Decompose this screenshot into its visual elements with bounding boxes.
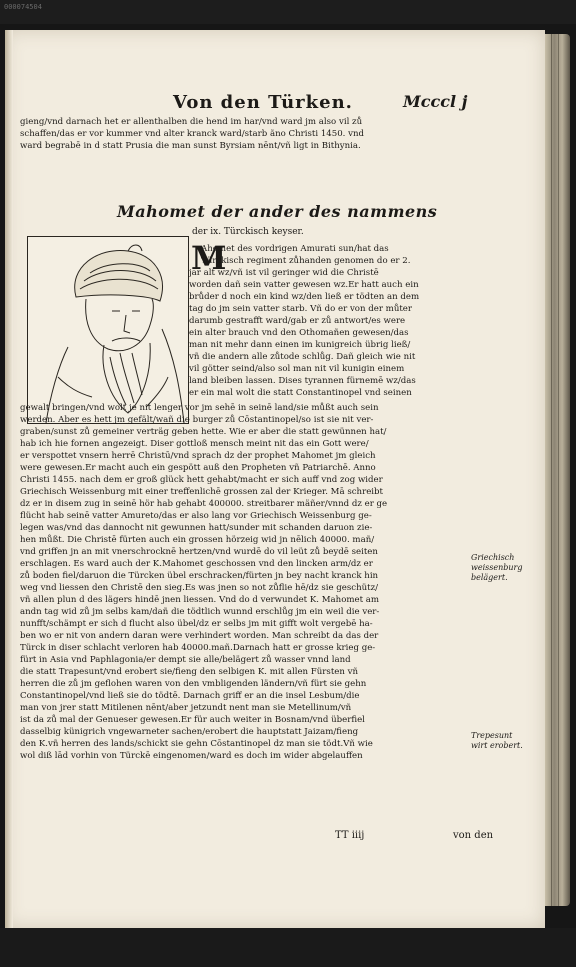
text-line: vñ allen plun d des lägers hindē jnen liessen. Vnd do d verwundet K. Mahomet am: [20, 595, 380, 605]
text-line: man nit mehr dann einen im kunigreich übrig ließ/: [189, 340, 411, 350]
text-line: hen můßt. Die Christē fürten auch ein grossen hörzeig wid jn nēlich 40000. mañ/: [20, 535, 375, 545]
text-line: Türckisch regiment zůhanden genomen do er 2.: [201, 256, 411, 266]
text-line: Constantinopel/vnd ließ sie do tödtē. Darnach griff er an die insel Lesbum/die: [20, 691, 360, 701]
marginal-note: [471, 553, 522, 583]
text-line: darumb gestrafft ward/gab er zů antwort/es were: [189, 316, 406, 326]
marginal-note-line: belägert.: [471, 573, 508, 582]
drop-cap: M: [191, 239, 227, 277]
text-line: zů boden fiel/daruon die Türcken übel erschracken/fürten jn bey nacht kranck hin: [20, 571, 379, 581]
catchword: von den: [453, 830, 494, 841]
text-line: dz er in disem zug in seinē hör hab gehabt 400000. streitbarer mäñer/vnnd dz er ge: [20, 499, 388, 509]
text-line: wol diß lād vorhin von Türckē eingenomen/ward es doch im wider abgelauffen: [20, 751, 363, 761]
signature-mark: TT iiij: [335, 830, 365, 841]
text-line: vñ die andern alle zůtode schlůg. Dañ gleich wie nit: [189, 352, 416, 362]
marginal-note-line: Trepesunt: [471, 731, 513, 740]
text-line: weg vnd liessen den Christē den sieg.Es was jnen so not zůflie hē/dz sie geschütz/: [20, 583, 379, 593]
text-line: er verspottet vnsern herrē Christū/vnd sprach dz der prophet Mahomet jm gleich: [20, 451, 376, 461]
text-line: werden. Aber es hett jm gefält/wañ die burger zů Cōstantinopel/so ist sie nit ver-: [20, 415, 374, 425]
marginal-note: [471, 731, 523, 751]
text-line: gewalt bringen/vnd wolt je nit lenger vor jm sehē in seinē land/sie můßt auch sein: [20, 403, 379, 413]
text-line: brůder d noch ein kind wz/den ließ er tödten an dem: [189, 292, 420, 302]
page-edge: [544, 34, 570, 906]
scanner-top-bar: [0, 0, 576, 24]
text-line: den K.vñ herren des lands/schickt sie gehn Cōstantinopel dz man sie tödt.Vñ wie: [20, 739, 373, 749]
text-line: hab ich hie fornen angezeigt. Diser gottloß mensch meint nit das ein Gott were/: [20, 439, 369, 449]
text-line: Christi 1455. nach dem er groß glück hett gehabt/macht er sich auff vnd zog wider: [20, 475, 383, 485]
text-line: legen was/vnd das dannocht nit gewunnen hatt/sunder mit schanden daruon zie-: [20, 523, 373, 533]
text-line: vil götter seind/also sol man nit vil kunigin einem: [189, 364, 405, 374]
text-line: herren die zů jm geflohen waren von den vmbligenden ländern/vñ fürt sie gehn: [20, 679, 367, 689]
text-line: erschlagen. Es ward auch der K.Mahomet geschossen vnd den lincken arm/dz er: [20, 559, 373, 569]
portrait-illustration: [28, 237, 188, 423]
scan-stamp: 000074504: [4, 3, 42, 11]
text-line: vnd griffen jn an mit vnerschrocknē hertzen/vnd wurdē do vil leüt zů beydē seiten: [20, 547, 378, 557]
text-line: schaffen/das er vor kummer vnd alter kranck ward/starb ãno Christi 1450. vnd: [20, 129, 365, 139]
text-line: land bleiben lassen. Dises tyrannen fürnemē wz/das: [189, 376, 416, 386]
text-line: fürt in Asia vnd Paphlagonia/er dempt sie alle/belägert zů wasser vnnd land: [20, 655, 351, 665]
text-line: ben wo er nit von andern daran were verhindert worden. Man schreibt da das der: [20, 631, 379, 641]
text-line: nunfft/schämpt er sich d flucht also übel/dz er selbs jm mit gifft wolt vergebē ha-: [20, 619, 373, 629]
section-subtitle: der ix. Türckisch keyser.: [192, 227, 304, 237]
text-line: Griechisch Weissenburg mit einer treffenlichē grossen zal der Krieger. Mā schreibt: [20, 487, 383, 497]
text-line: flücht hab seinē vatter Amureto/das er also lang vor Griechisch Weissenburg ge-: [20, 511, 372, 521]
marginal-note-line: wirt erobert.: [471, 741, 523, 750]
woodcut-portrait: [27, 236, 189, 424]
page-edge-line: [558, 34, 559, 906]
text-line: tag do jm sein vatter starb. Vñ do er von der můter: [189, 304, 413, 314]
text-line: dasselbig künigrich vngewarneter sachen/erobert die hauptstatt Jaizam/fieng: [20, 727, 359, 737]
scanner-bottom-bar: [0, 928, 576, 967]
text-line: worden dañ sein vatter gewesen wz.Er hatt auch ein: [189, 280, 419, 290]
page-gutter: [5, 30, 13, 928]
page-edge-line: [551, 34, 552, 906]
text-line: gieng/vnd darnach het er allenthalben die hend im har/vnd ward jm also vil zů: [20, 117, 363, 127]
marginal-note-line: weissenburg: [471, 563, 523, 572]
text-line: graben/sunst zů gemeiner verträg geben hette. Wie er aber die statt gewünnen hat/: [20, 427, 387, 437]
text-line: were gewesen.Er macht auch ein gespött auß den Propheten vñ Patriarchē. Anno: [20, 463, 376, 473]
text-line: er ein mal wolt die statt Constantinopel vnd seinen: [189, 388, 412, 398]
text-line: andn tag wid zů jm selbs kam/dañ die tödtlich wunnd erschlůg jm ein weil die ver-: [20, 607, 380, 617]
text-line: jar alt wz/vñ ist vil geringer wid die Christē: [189, 268, 379, 278]
text-line: die statt Trapesunt/vnd erobert sie/fieng den selbigen K. mit allen Fürsten vñ: [20, 667, 359, 677]
text-line: Ahomet des vordrigen Amurati sun/hat das: [201, 244, 389, 254]
text-line: ein alter brauch vnd den Othomañen gewesen/das: [189, 328, 409, 338]
running-header: Von den Türken.: [173, 92, 353, 113]
folio-number: Mcccl j: [403, 92, 468, 111]
marginal-note-line: Griechisch: [471, 553, 515, 562]
text-line: ward begrabē in d statt Prusia die man sunst Byrsiam nēnt/vñ ligt in Bithynia.: [20, 141, 361, 151]
section-title: Mahomet der ander des nammens: [117, 202, 438, 221]
text-line: Türck in diser schlacht verloren hab 40000.mañ.Darnach hatt er grosse krieg ge-: [20, 643, 376, 653]
text-line: man von jrer statt Mitilenen nēnt/aber jetzundt nent man sie Metellinum/vñ: [20, 703, 352, 713]
text-line: ist da zů mal der Genueser gewesen.Er für auch weiter in Bosnam/vnd überfiel: [20, 715, 365, 725]
book-page: [5, 30, 545, 928]
